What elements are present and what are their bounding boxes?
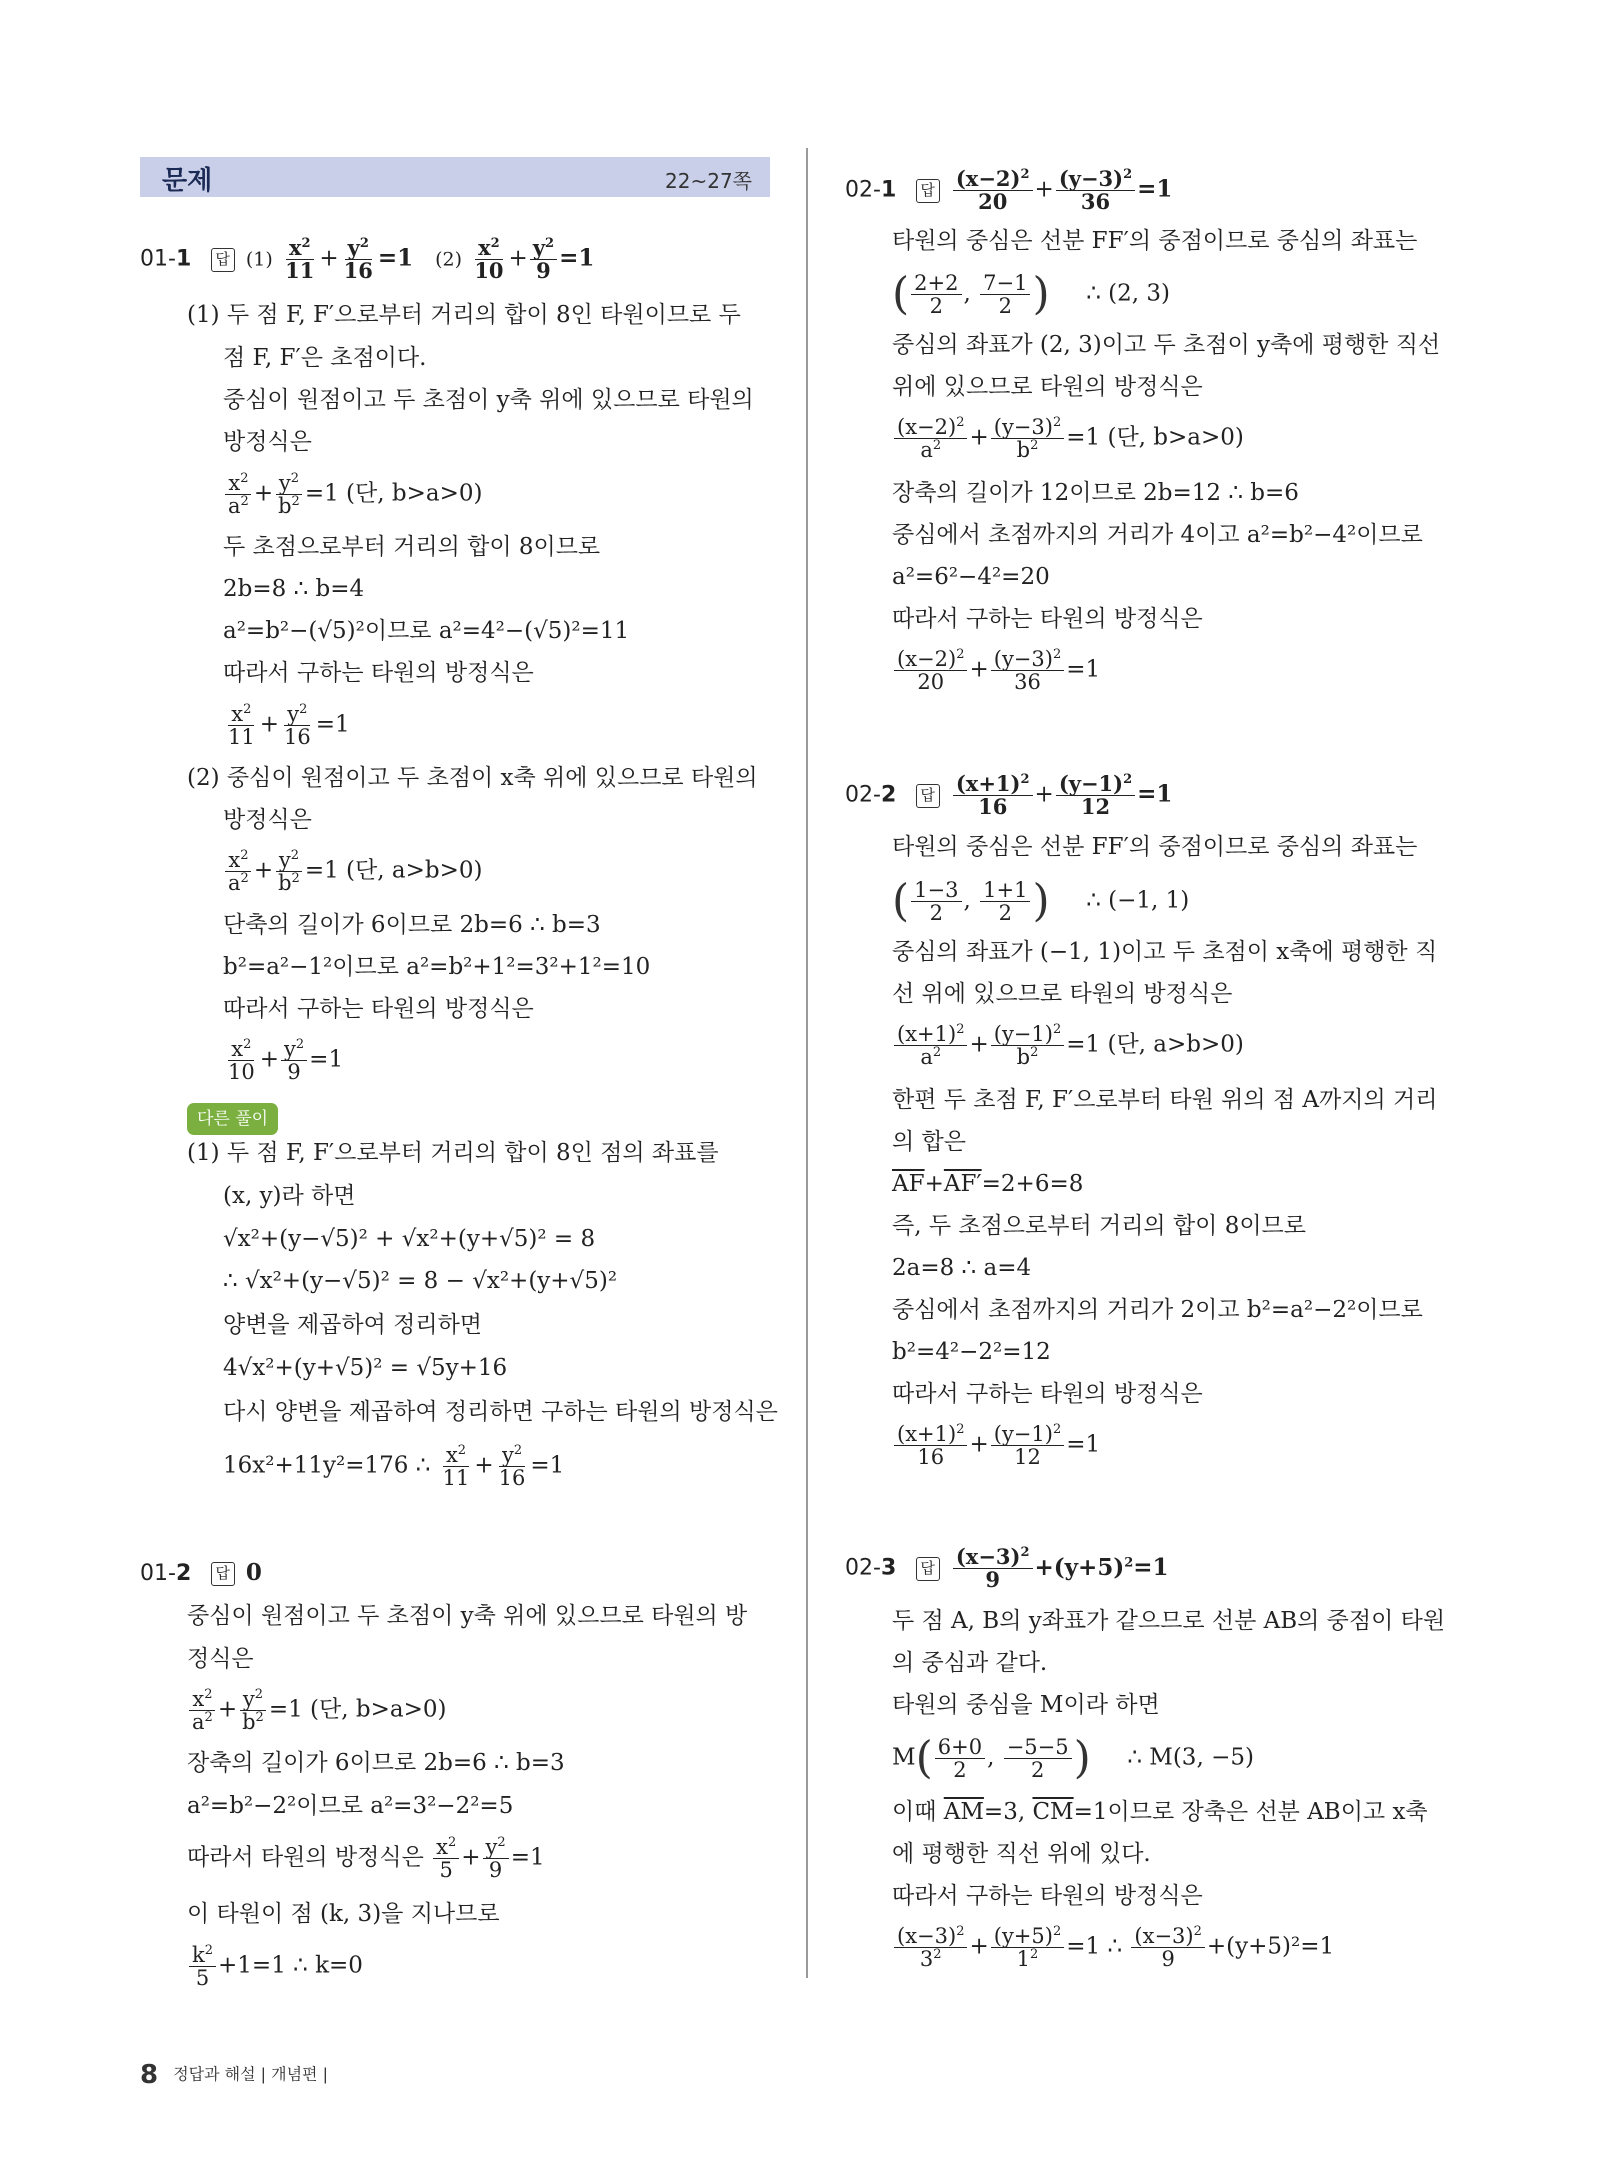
equation-line: ( $\frac{1-3}{2}$ , $\frac{1+1}{2}$ ) ∴ (−1, 1) [892,875,1190,927]
text-line: 장축의 길이가 12이므로 2b=12 ∴ b=6 [892,480,1299,506]
problem-02-3-heading: 02-3 답 $\frac{(x-3)^2}{9}$ $+(y+5)^2=1$ [845,1544,1169,1593]
text-line: 중심이 원점이고 두 초점이 y축 위에 있으므로 타원의 [223,387,754,413]
equation-line: $\frac{(x-2)^2}{a^2}$ + $\frac{(y-3)^2}{b^2}$ =1 (단, b>a>0) [892,416,1244,461]
footer-label: 정답과 해설 | 개념편 | [173,2064,328,2084]
equation-line: 16x²+11y²=176 ∴ $\frac{x^2}{11}$ + $\frac{y^2}{16}$ =1 [223,1443,565,1491]
text-line: 다시 양변을 제곱하여 정리하면 구하는 타원의 방정식은 [223,1399,778,1425]
text-line: 따라서 구하는 타원의 방정식은 [223,660,534,686]
problem-01-2-heading: 01-2 답 0 [140,1559,262,1586]
text-line: 두 초점으로부터 거리의 합이 8이므로 [223,534,601,560]
text-line: 중심에서 초점까지의 거리가 4이고 a²=b²−4²이므로 [892,522,1423,548]
equation-line: $\frac{(x+1)^2}{16}$ + $\frac{(y-1)^2}{12}$ =1 [892,1423,1100,1468]
answer-icon: 답 [916,179,940,203]
column-divider [806,148,808,1978]
answer-icon: 답 [211,1562,235,1586]
section-title: 문제 [162,166,213,196]
text-line: 타원의 중심을 M이라 하면 [892,1692,1160,1718]
text-line: 의 중심과 같다. [892,1650,1048,1676]
text-line: $\overline{AF}+AF'=2+6=8$ [892,1171,1084,1197]
text-line: (1) 두 점 F, F′으로부터 거리의 합이 8인 점의 좌표를 [187,1140,719,1166]
equation-line: $\frac{x^2}{11}$ + $\frac{y^2}{16}$ =1 [228,702,350,750]
text-line: 중심에서 초점까지의 거리가 2이고 b²=a²−2²이므로 [892,1297,1423,1323]
text-line: b²=a²−1²이므로 a²=b²+1²=3²+1²=10 [223,954,651,980]
text-line: 의 합은 [892,1129,966,1155]
text-line: 중심이 원점이고 두 초점이 y축 위에 있으므로 타원의 방 [187,1603,748,1629]
text-line: a²=b²−2²이므로 a²=3²−2²=5 [187,1793,514,1819]
text-line: (x, y)라 하면 [223,1183,356,1209]
text-line: 따라서 구하는 타원의 방정식은 [892,1381,1203,1407]
text-line: √x²+(y−√5)² + √x²+(y+√5)² = 8 [223,1226,596,1252]
text-line: 타원의 중심은 선분 FF′의 중점이므로 중심의 좌표는 [892,834,1418,860]
text-line: 중심의 좌표가 (−1, 1)이고 두 초점이 x축에 평행한 직 [892,939,1438,965]
text-line: (1) 두 점 F, F′으로부터 거리의 합이 8인 타원이므로 두 [187,302,741,328]
text-line: 따라서 구하는 타원의 방정식은 [892,606,1203,632]
equation-line: $\frac{k^2}{5}$ +1=1 ∴ k=0 [187,1944,363,1989]
answer-icon: 답 [211,248,235,272]
text-line: 에 평행한 직선 위에 있다. [892,1841,1151,1867]
text-line: 한편 두 초점 F, F′으로부터 타원 위의 점 A까지의 거리 [892,1087,1438,1113]
text-line: 두 점 A, B의 y좌표가 같으므로 선분 AB의 중점이 타원 [892,1608,1446,1634]
equation-line: $\frac{x^2}{a^2}$ + $\frac{y^2}{b^2}$ =1 (단, b>a>0) [223,472,482,517]
text-line: 정식은 [187,1646,254,1672]
text-line: 이때 $\overline{AM}=3$, $\overline{CM}=1$이므로 장축은 선분 AB이고 x축 [892,1799,1428,1825]
text-line: 4√x²+(y+√5)² = √5y+16 [223,1355,508,1381]
problem-02-2-heading: 02-2 답 $\frac{(x+1)^2}{16}$ + $\frac{(y-1)^2}{12}$ =1 [845,771,1173,820]
page-range: 22~27쪽 [665,169,752,193]
alt-solution-badge: 다른 풀이 [187,1102,278,1135]
text-line: 중심의 좌표가 (2, 3)이고 두 초점이 y축에 평행한 직선 [892,332,1441,358]
text-line: 선 위에 있으므로 타원의 방정식은 [892,981,1233,1007]
text-line: 위에 있으므로 타원의 방정식은 [892,374,1203,400]
text-line: 방정식은 [223,807,312,833]
text-line: b²=4²−2²=12 [892,1339,1051,1365]
page-footer [140,2060,328,2090]
text-line: 즉, 두 초점으로부터 거리의 합이 8이므로 [892,1213,1306,1239]
text-line: a²=b²−(√5)²이므로 a²=4²−(√5)²=11 [223,618,630,644]
text-line: 2a=8 ∴ a=4 [892,1255,1032,1281]
page-number: 8 [140,2060,159,2090]
equation-line: $\frac{(x-2)^2}{20}$ + $\frac{(y-3)^2}{36}$ =1 [892,648,1100,693]
text-line: a²=6²−4²=20 [892,564,1050,590]
problem-02-1-heading: 02-1 답 $\frac{(x-2)^2}{20}$ + $\frac{(y-3)^2}{36}$ =1 [845,166,1173,215]
text-line: 타원의 중심은 선분 FF′의 중점이므로 중심의 좌표는 [892,228,1418,254]
equation-line: $\frac{(x+1)^2}{a^2}$ + $\frac{(y-1)^2}{b^2}$ =1 (단, a>b>0) [892,1023,1244,1068]
text-line: 단축의 길이가 6이므로 2b=6 ∴ b=3 [223,912,601,938]
equation-line: $\frac{x^2}{a^2}$ + $\frac{y^2}{b^2}$ =1 (단, a>b>0) [223,849,482,894]
equation-line: ( $\frac{2+2}{2}$ , $\frac{7-1}{2}$ ) ∴ (2, 3) [892,268,1170,320]
equation-line: M( $\frac{6+0}{2}$ , $\frac{-5-5}{2}$ ) ∴ M(3, −5) [892,1732,1254,1784]
text-line: 따라서 구하는 타원의 방정식은 [223,996,534,1022]
text-line: 양변을 제곱하여 정리하면 [223,1312,483,1338]
text-line: 이 타원이 점 (k, 3)을 지나므로 [187,1901,500,1927]
section-header [140,157,770,197]
equation-line: $\frac{x^2}{10}$ + $\frac{y^2}{9}$ =1 [228,1037,344,1085]
text-line: ∴ √x²+(y−√5)² = 8 − √x²+(y+√5)² [223,1268,618,1294]
text-line: 따라서 구하는 타원의 방정식은 [892,1883,1203,1909]
equation-line: $\frac{(x-3)^2}{3^2}$ + $\frac{(y+5)^2}{1^2}$ =1 ∴ $\frac{(x-3)^2}{9}$ +(y+5)²=1 [892,1925,1334,1970]
text-line: 점 F, F′은 초점이다. [223,345,427,371]
equation-line: 따라서 타원의 방정식은 $\frac{x^2}{5}$ + $\frac{y^2}{9}$ =1 [187,1835,545,1883]
text-line: 방정식은 [223,429,312,455]
text-line: (2) 중심이 원점이고 두 초점이 x축 위에 있으므로 타원의 [187,765,758,791]
answer-icon: 답 [916,1557,940,1581]
text-line: 장축의 길이가 6이므로 2b=6 ∴ b=3 [187,1750,565,1776]
text-line: 2b=8 ∴ b=4 [223,576,365,602]
answer-icon: 답 [916,784,940,808]
equation-line: $\frac{x^2}{a^2}$ + $\frac{y^2}{b^2}$ =1 (단, b>a>0) [187,1688,446,1733]
problem-01-1-heading: 01-1 답 (1) $\frac{x^2}{11}$ + $\frac{y^2}{16}$ =1 (2) $\frac{x^2}{10}$ + $\frac{y^2}{9}$ =1 [140,235,595,284]
